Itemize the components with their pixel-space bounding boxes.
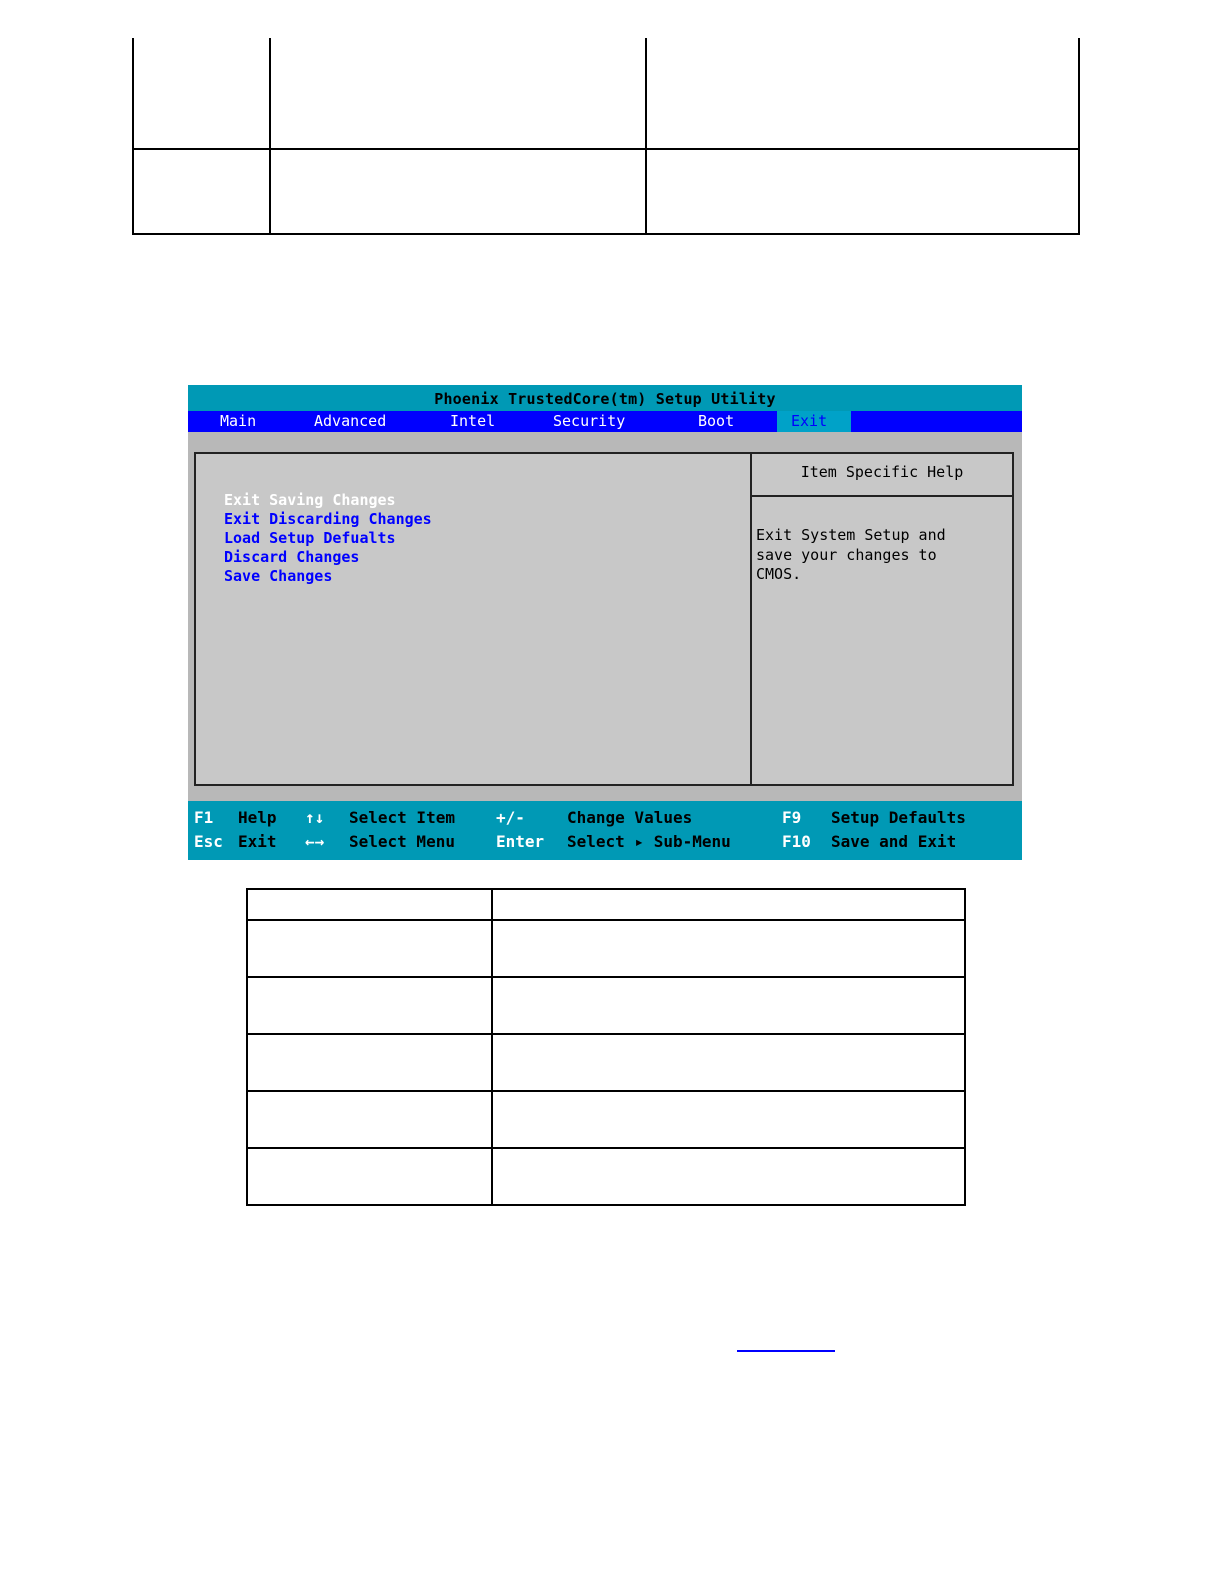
bios-title: Phoenix TrustedCore(tm) Setup Utility: [188, 385, 1022, 411]
change-values-label: Change Values: [567, 808, 693, 827]
tab-exit[interactable]: Exit: [777, 411, 851, 447]
table-border: [269, 38, 271, 235]
table-border: [248, 1090, 964, 1092]
exit-menu-list: [224, 491, 432, 586]
table-border: [248, 1033, 964, 1035]
table-border: [491, 890, 493, 1204]
setup-defaults-label: Setup Defaults: [831, 808, 966, 827]
table-border: [132, 148, 1080, 150]
table-border: [132, 233, 1080, 235]
exit-discarding-changes-item[interactable]: Exit Discarding Changes: [224, 510, 432, 528]
select-submenu-label: Select ▸ Sub-Menu: [567, 832, 731, 851]
select-item-label: Select Item: [349, 808, 455, 827]
exit-saving-changes-item[interactable]: Exit Saving Changes: [224, 491, 396, 509]
discard-changes-item[interactable]: Discard Changes: [224, 548, 360, 566]
tab-advanced[interactable]: Advanced: [314, 412, 387, 430]
tab-boot[interactable]: Boot: [698, 412, 735, 430]
f1-label: Help: [238, 808, 277, 827]
table-border: [645, 38, 647, 235]
bios-content-box: [194, 452, 1014, 786]
load-setup-defaults-item[interactable]: Load Setup Defualts: [224, 529, 396, 547]
help-title: Item Specific Help: [800, 463, 964, 481]
bios-screen: [188, 385, 1022, 860]
table-border: [248, 1147, 964, 1149]
esc-label: Exit: [238, 832, 277, 851]
select-menu-label: Select Menu: [349, 832, 455, 851]
hyperlink-underline[interactable]: [737, 1350, 835, 1352]
leftright-arrows-icon: ←→: [305, 832, 325, 851]
f1-key: F1: [194, 808, 214, 827]
f9-key: F9: [782, 808, 802, 827]
help-rule: [752, 495, 1012, 497]
tab-intel[interactable]: Intel: [450, 412, 496, 430]
f10-key: F10: [782, 832, 811, 851]
bios-menubar: [188, 411, 1022, 432]
table-border: [132, 38, 134, 235]
bottom-table: [246, 888, 966, 1206]
help-divider: [750, 454, 752, 784]
plusminus-key: +/-: [496, 808, 525, 827]
top-table: [132, 38, 1080, 235]
save-and-exit-label: Save and Exit: [831, 832, 957, 851]
enter-key: Enter: [496, 832, 545, 851]
updown-arrows-icon: ↑↓: [305, 808, 325, 827]
bios-panel: [188, 432, 1022, 838]
esc-key: Esc: [194, 832, 223, 851]
table-border: [248, 976, 964, 978]
save-changes-item[interactable]: Save Changes: [224, 567, 333, 585]
table-border: [248, 919, 964, 921]
bios-footer: [188, 801, 1022, 860]
tab-security[interactable]: Security: [553, 412, 626, 430]
tab-main[interactable]: Main: [220, 412, 257, 430]
table-border: [1078, 38, 1080, 235]
help-text: Exit System Setup and save your changes to CMOS.: [756, 526, 946, 583]
